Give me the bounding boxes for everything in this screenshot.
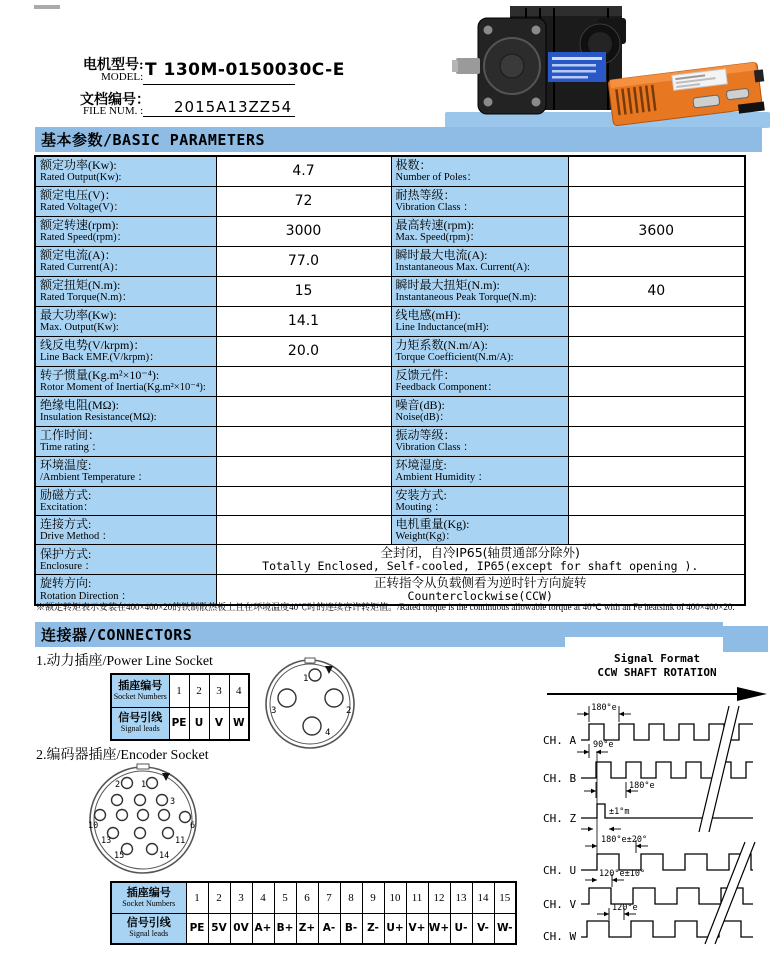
pin-10 — [95, 810, 106, 821]
pin-label: 1 — [141, 780, 147, 790]
param-label: 环境温度: /Ambient Temperature ： — [35, 456, 216, 486]
key-notch — [137, 764, 149, 769]
pin-3 — [157, 795, 168, 806]
pin-number: 7 — [318, 882, 340, 913]
rotation-arrow-head — [737, 687, 767, 701]
table-row — [35, 456, 745, 486]
pin-signal: 5V — [208, 913, 230, 944]
param-label: 最高转速(rpm): Max. Speed(rpm)： — [391, 216, 568, 246]
pin-label: 14 — [159, 851, 170, 861]
pin-signal: U+ — [384, 913, 406, 944]
power-socket-heading: 1.动力插座/Power Line Socket — [36, 654, 213, 669]
param-label: 电机重量(Kg): Weight(Kg)： — [391, 515, 568, 544]
pin-signal: W+ — [428, 913, 450, 944]
param-label: 额定电压(V)： Rated Voltage(V)： — [35, 186, 216, 216]
pin-14 — [147, 844, 158, 855]
file-label-cn: 文档编号： — [80, 93, 150, 108]
param-label: 额定功率(Kw): Rated Output(Kw): — [35, 156, 216, 186]
pin-signal: W — [229, 707, 249, 740]
pin-label: 13 — [101, 836, 112, 846]
pin-number: 9 — [362, 882, 384, 913]
param-label: 振动等级： Vibration Class ： — [391, 426, 568, 456]
channel-label: CH. U — [543, 864, 577, 877]
pin-number: 12 — [428, 882, 450, 913]
param-label: 连接方式: Drive Method ： — [35, 515, 216, 544]
pin-signal: PE — [169, 707, 189, 740]
encoder-connector-diagram — [86, 760, 202, 880]
pin-number: 11 — [406, 882, 428, 913]
pin-signal: B- — [340, 913, 362, 944]
section-title-connectors: 连接器/CONNECTORS — [41, 626, 193, 644]
pin-label: 10 — [88, 821, 99, 831]
pin-number: 14 — [472, 882, 494, 913]
annotation: 180°e±20° — [601, 835, 648, 845]
model-underline — [143, 71, 295, 85]
section-bar-basic — [35, 127, 762, 152]
motor-shaft — [456, 58, 480, 74]
break-mark-upper — [699, 706, 739, 832]
driver-photo — [596, 55, 774, 130]
pin-number: 2 — [189, 674, 209, 707]
pin-signal: A- — [318, 913, 340, 944]
footnote: ※额定转矩表示安装在400×400×20的铁制散热板上且在环境温度40℃时的连续容许转矩值。/Rated torque is the continuous allowable torque at 40℃ with an Fe heatsink of 400×400×20. — [36, 602, 735, 612]
annotation: 120°e — [612, 903, 638, 913]
param-label: 保护方式: Enclosure ： — [35, 545, 216, 575]
param-label: 噪音(dB): Noise(dB)： — [391, 396, 568, 426]
encoder-socket-table — [110, 881, 517, 945]
pin-number: 4 — [252, 882, 274, 913]
param-value — [568, 426, 745, 456]
channel-label: CH. Z — [543, 812, 577, 825]
basic-parameters-table — [34, 155, 746, 606]
param-label: 励磁方式: Excitation： — [35, 486, 216, 515]
signal-title: Signal Format — [613, 652, 701, 665]
pin-number: 13 — [450, 882, 472, 913]
pin-label: 4 — [325, 728, 331, 738]
param-label: 转子惯量(Kg.m²×10⁻⁴): Rotor Moment of Inertia(Kg.m²×10⁻⁴): — [35, 366, 216, 396]
param-label: 绝缘电阻(MΩ): Insulation Resistance(MΩ): — [35, 396, 216, 426]
param-label: 环境湿度: Ambient Humidity ： — [391, 456, 568, 486]
param-label: 耐热等级： Vibration Class ： — [391, 186, 568, 216]
pin-label: 11 — [175, 836, 186, 846]
pin-signal: PE — [186, 913, 208, 944]
param-value: 77.0 — [216, 246, 391, 276]
annotation: ±1°m — [609, 807, 630, 817]
param-label: 工作时间： Time rating ： — [35, 426, 216, 456]
channel-label: CH. V — [543, 898, 577, 911]
wave-ch-w — [581, 921, 753, 937]
pin-signal: B+ — [274, 913, 296, 944]
param-label: 最大功率(Kw): Max. Output(Kw): — [35, 306, 216, 336]
pin-number: 3 — [209, 674, 229, 707]
file-underline — [143, 103, 295, 117]
table-row — [35, 336, 745, 366]
param-label: 额定扭矩(N.m): Rated Torque(N.m)： — [35, 276, 216, 306]
table-row — [35, 276, 745, 306]
power-socket-table — [110, 673, 250, 741]
param-label: 额定电流(A)： Rated Current(A)： — [35, 246, 216, 276]
param-value: 15 — [216, 276, 391, 306]
param-value: 3000 — [216, 216, 391, 246]
pin-number: 15 — [494, 882, 516, 913]
table-row — [35, 186, 745, 216]
annotation: 90°e — [593, 740, 614, 750]
table-row — [35, 486, 745, 515]
pin-label: 2 — [346, 706, 352, 716]
pin-number: 10 — [384, 882, 406, 913]
param-label: 瞬时最大扭矩(N.m): Instantaneous Peak Torque(N.m): — [391, 276, 568, 306]
break-mark-lower — [705, 842, 755, 944]
pin-11 — [163, 828, 174, 839]
param-label: 安装方式: Mouting ： — [391, 486, 568, 515]
channel-label: CH. W — [543, 930, 577, 943]
param-value-span: 正转指令从负载侧看为逆时针方向旋转 Counterclockwise(CCW) — [216, 575, 745, 605]
annotation: 180°e — [629, 781, 655, 791]
pin-label: 1 — [303, 674, 309, 684]
pin-6 — [180, 812, 191, 823]
param-value: 72 — [216, 186, 391, 216]
pin-number: 4 — [229, 674, 249, 707]
wave-ch-b — [581, 762, 753, 778]
signal-subtitle: CCW SHAFT ROTATION — [597, 666, 717, 679]
row-header: 插座编号 Socket Numbers — [111, 674, 169, 707]
pin-number: 3 — [230, 882, 252, 913]
wave-ch-z — [581, 804, 753, 818]
param-label: 极数： Number of Poles： — [391, 156, 568, 186]
encoder-socket-heading: 2.编码器插座/Encoder Socket — [36, 748, 209, 763]
table-row — [35, 545, 745, 575]
channel-label: CH. B — [543, 772, 577, 785]
table-row — [35, 396, 745, 426]
pin-number: 8 — [340, 882, 362, 913]
model-label-cn: 电机型号: — [83, 58, 144, 73]
table-row — [111, 882, 516, 913]
row-header: 信号引线 Signal leads — [111, 913, 186, 944]
param-label: 线电感(mH): Line Inductance(mH): — [391, 306, 568, 336]
param-value — [216, 515, 391, 544]
param-label: 旋转方向: Rotation Direction ： — [35, 575, 216, 605]
param-value — [568, 456, 745, 486]
table-row — [35, 426, 745, 456]
table-row — [111, 707, 249, 740]
pin-signal: U- — [450, 913, 472, 944]
pin-number: 6 — [296, 882, 318, 913]
pin-number: 5 — [274, 882, 296, 913]
table-row — [35, 366, 745, 396]
param-value: 14.1 — [216, 306, 391, 336]
pin-1 — [309, 669, 321, 681]
pin-signal: Z- — [362, 913, 384, 944]
param-value — [216, 366, 391, 396]
wave-ch-u — [581, 854, 753, 870]
table-row — [111, 674, 249, 707]
param-value — [568, 396, 745, 426]
pin-label: 15 — [114, 851, 125, 861]
row-header: 插座编号 Socket Numbers — [111, 882, 186, 913]
pin-3 — [278, 689, 296, 707]
pin-1 — [147, 778, 158, 789]
param-label: 额定转速(rpm): Rated Speed(rpm)： — [35, 216, 216, 246]
param-value: 40 — [568, 276, 745, 306]
table-row — [35, 156, 745, 186]
bar-notch — [565, 637, 723, 647]
power-connector-diagram — [262, 655, 358, 751]
pin-label: 6 — [190, 821, 196, 831]
pin-signal: W- — [494, 913, 516, 944]
param-value — [568, 366, 745, 396]
pin-signal: U — [189, 707, 209, 740]
pin-number: 2 — [208, 882, 230, 913]
pin-label: 3 — [170, 797, 176, 807]
key-arrow-icon — [162, 773, 170, 781]
param-value — [568, 336, 745, 366]
pin-label: 2 — [115, 780, 121, 790]
table-row — [35, 246, 745, 276]
model-label-en: MODEL: — [101, 71, 144, 83]
param-value — [568, 306, 745, 336]
row-header: 信号引线 Signal leads — [111, 707, 169, 740]
file-label-en: FILE NUM. : — [83, 105, 144, 117]
pin-signal: V+ — [406, 913, 428, 944]
pin-4 — [303, 717, 321, 735]
key-notch — [305, 658, 315, 663]
pin-label: 3 — [271, 706, 277, 716]
file-value: 2015A13ZZ54 — [174, 98, 293, 116]
section-title-basic: 基本参数/BASIC PARAMETERS — [41, 131, 266, 149]
table-row — [35, 306, 745, 336]
pin-2 — [122, 778, 133, 789]
pin-signal: V — [209, 707, 229, 740]
param-value — [568, 156, 745, 186]
model-value: T 130M-0150030C-E — [145, 60, 345, 80]
param-value — [568, 486, 745, 515]
pin-signal: V- — [472, 913, 494, 944]
pin-signal: Z+ — [296, 913, 318, 944]
param-value — [216, 456, 391, 486]
signal-format-diagram — [541, 648, 773, 946]
annotation: 180°e — [591, 703, 617, 713]
table-row — [35, 216, 745, 246]
table-row — [111, 913, 516, 944]
pin-2 — [325, 689, 343, 707]
annotation: 120°e±10° — [599, 869, 646, 879]
pin-number: 1 — [186, 882, 208, 913]
param-value-span: 全封闭，自冷IP65(轴贯通部分除外) Totally Enclosed, Self-cooled, IP65(except for shaft opening ). — [216, 545, 745, 575]
param-label: 线反电势(V/krpm)： Line Back EMF.(V/krpm)： — [35, 336, 216, 366]
param-value — [568, 246, 745, 276]
channel-label: CH. A — [543, 734, 577, 747]
param-value — [216, 486, 391, 515]
pin-signal: A+ — [252, 913, 274, 944]
pin-number: 1 — [169, 674, 189, 707]
param-value: 4.7 — [216, 156, 391, 186]
param-label: 力矩系数(N.m/A): Torque Coefficient(N.m/A): — [391, 336, 568, 366]
param-label: 反馈元件： Feedback Component： — [391, 366, 568, 396]
param-label: 瞬时最大电流(A): Instantaneous Max. Current(A): — [391, 246, 568, 276]
scan-mark — [34, 5, 60, 9]
param-value: 3600 — [568, 216, 745, 246]
param-value: 20.0 — [216, 336, 391, 366]
param-value — [568, 515, 745, 544]
table-row — [35, 515, 745, 544]
param-value — [216, 396, 391, 426]
pin-signal: 0V — [230, 913, 252, 944]
param-value — [568, 186, 745, 216]
param-value — [216, 426, 391, 456]
